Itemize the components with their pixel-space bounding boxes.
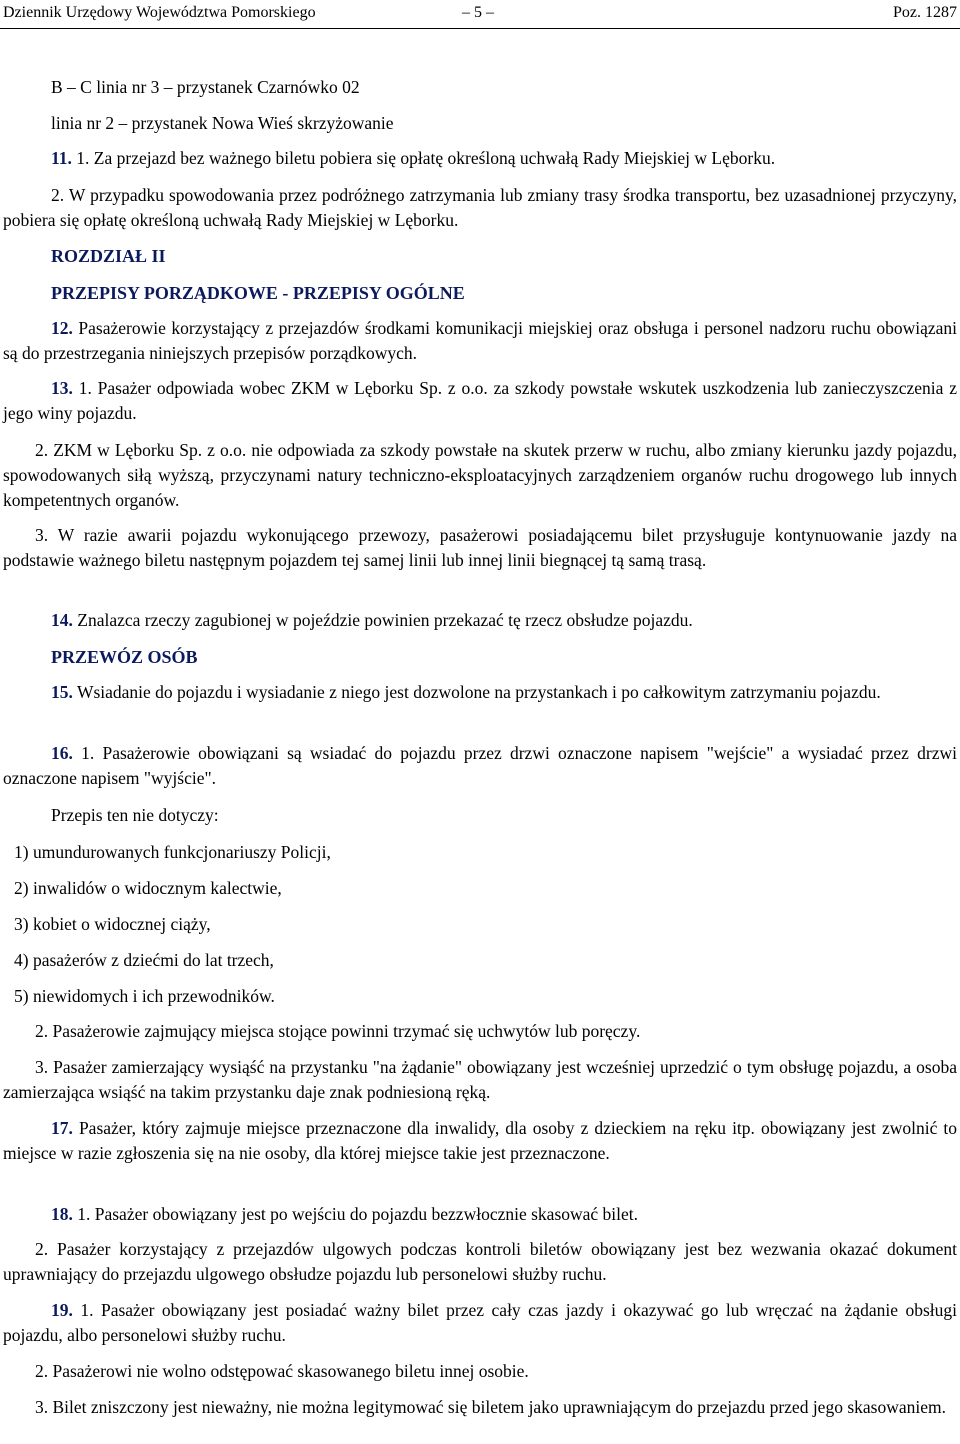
paragraph-number: 19. xyxy=(51,1300,73,1320)
paragraph-13-item-2: 2. ZKM w Lęborku Sp. z o.o. nie odpowiada za szkody powstałe na skutek przerw w ruchu, albo zmiany kierunku jazdy pojazdu, spowodowanych siłą wyższą, przyczynami natury techniczno-eksploatacyjnych zarządzeniem organów ruchu drogowego lub innych kompetentnych organów. xyxy=(3,440,957,510)
paragraph-text: Znalazca rzeczy zagubionej w pojeździe powinien przekazać tę rzecz obsłudze pojazdu. xyxy=(77,610,693,630)
paragraph-text: 1. Pasażerowie obowiązani są wsiadać do pojazdu przez drzwi oznaczone napisem "wejście" a wysiadać przez drzwi oznaczone napisem "wyjście". xyxy=(3,743,957,788)
paragraph-text: 1. Pasażer obowiązany jest posiadać ważny bilet przez cały czas jazdy i okazywać go lub wręczać na żądanie obsługi pojazdu, albo personelowi służby ruchu. xyxy=(3,1300,957,1345)
paragraph-11 xyxy=(51,146,775,171)
paragraph-text: Pasażerowie korzystający z przejazdów środkami komunikacji miejskiej oraz obsługa i personel nadzoru ruchu obowiązani są do przestrzegania niniejszych przepisów porządkowych. xyxy=(3,318,958,363)
paragraph-13-item-3: 3. W razie awarii pojazdu wykonującego przewozy, pasażerowi posiadającemu bilet przysługuje kontynuowanie jazdy na podstawie ważnego biletu następnym pojazdem tej samej linii lub innej linii biegnącej tą samą trasą. xyxy=(3,525,957,570)
paragraph-19-item-3: 3. Bilet zniszczony jest nieważny, nie można legitymować się biletem jako uprawniającym do przejazdu przed jego skasowaniem. xyxy=(35,1397,946,1417)
paragraph-16-item-3: 3. Pasażer zamierzający wysiąść na przystanku "na żądanie" obowiązany jest wcześniej uprzedzić o tym obsługę pojazdu, a osoba zamierzająca wsiąść na takim przystanku daje znak podniesioną ręką. xyxy=(3,1057,957,1102)
paragraph-19-item-2: 2. Pasażerowi nie wolno odstępować skasowanego biletu innej osobie. xyxy=(35,1361,529,1381)
stop-line-1: B – C linia nr 3 – przystanek Czarnówko 02 xyxy=(51,77,360,97)
section-title: PRZEWÓZ OSÓB xyxy=(51,647,198,667)
paragraph-18 xyxy=(51,1202,638,1227)
exemption-item: 2) inwalidów o widocznym kalectwie, xyxy=(14,878,282,898)
paragraph-number: 15. xyxy=(51,682,73,702)
paragraph-number: 13. xyxy=(51,378,73,398)
exemption-item: 3) kobiet o widocznej ciąży, xyxy=(14,914,211,934)
paragraph-text: Wsiadanie do pojazdu i wysiadanie z niego jest dozwolone na przystankach i po całkowitym zatrzymaniu pojazdu. xyxy=(76,682,881,702)
paragraph-13 xyxy=(3,376,957,426)
page-header xyxy=(0,0,960,29)
paragraph-16 xyxy=(3,741,957,791)
page-number: – 5 – xyxy=(462,4,494,21)
stop-line-2: linia nr 2 – przystanek Nowa Wieś skrzyżowanie xyxy=(51,113,394,133)
paragraph-12 xyxy=(3,316,957,366)
paragraph-number: 11. xyxy=(51,148,72,168)
paragraph-19 xyxy=(3,1298,957,1348)
exemption-item: 4) pasażerów z dziećmi do lat trzech, xyxy=(14,950,274,970)
paragraph-number: 18. xyxy=(51,1204,73,1224)
chapter-title: ROZDZIAŁ II xyxy=(51,246,166,266)
paragraph-18-item-2: 2. Pasażer korzystający z przejazdów ulgowych podczas kontroli biletów obowiązany jest bez wezwania okazać dokument uprawniający do przejazdu ulgowego obsłudze pojazdu lub personelowi służby ruchu. xyxy=(3,1239,957,1284)
paragraph-number: 14. xyxy=(51,610,73,630)
paragraph-text: 1. Za przejazd bez ważnego biletu pobiera się opłatę określoną uchwałą Rady Miejskiej w Lęborku. xyxy=(76,148,776,168)
paragraph-17 xyxy=(3,1116,957,1166)
paragraph-number: 12. xyxy=(51,318,73,338)
journal-title: Dziennik Urzędowy Województwa Pomorskiego xyxy=(3,4,316,21)
paragraph-number: 16. xyxy=(51,743,73,763)
exemption-item: 5) niewidomych i ich przewodników. xyxy=(14,986,275,1006)
paragraph-15 xyxy=(3,680,957,705)
paragraph-text: 1. Pasażer odpowiada wobec ZKM w Lęborku Sp. z o.o. za szkody powstałe wskutek uszkodzenia lub zanieczyszczenia z jego winy pojazdu. xyxy=(3,378,958,423)
paragraph-16-item-2: 2. Pasażerowie zajmujący miejsca stojące powinni trzymać się uchwytów lub poręczy. xyxy=(35,1021,641,1041)
paragraph-14 xyxy=(51,608,693,633)
paragraph-text: 1. Pasażer obowiązany jest po wejściu do pojazdu bezzwłocznie skasować bilet. xyxy=(77,1204,639,1224)
paragraph-text: Pasażer, który zajmuje miejsce przeznaczone dla inwalidy, dla osoby z dzieckiem na ręku itp. obowiązany jest zwolnić to miejsce w razie zgłoszenia się na nie osoby, dla której miejsce takie jest przeznaczone. xyxy=(3,1118,958,1163)
position-number: Poz. 1287 xyxy=(893,4,957,21)
paragraph-11-item-2: 2. W przypadku spowodowania przez podróżnego zatrzymania lub zmiany trasy środka transportu, bez uzasadnionej przyczyny, pobiera się opłatę określoną uchwałą Rady Miejskiej w Lęborku. xyxy=(3,185,957,230)
chapter-subtitle: PRZEPISY PORZĄDKOWE - PRZEPISY OGÓLNE xyxy=(51,283,465,303)
paragraph-number: 17. xyxy=(51,1118,73,1138)
exemption-intro: Przepis ten nie dotyczy: xyxy=(51,805,219,825)
exemption-item: 1) umundurowanych funkcjonariuszy Policji, xyxy=(14,842,331,862)
